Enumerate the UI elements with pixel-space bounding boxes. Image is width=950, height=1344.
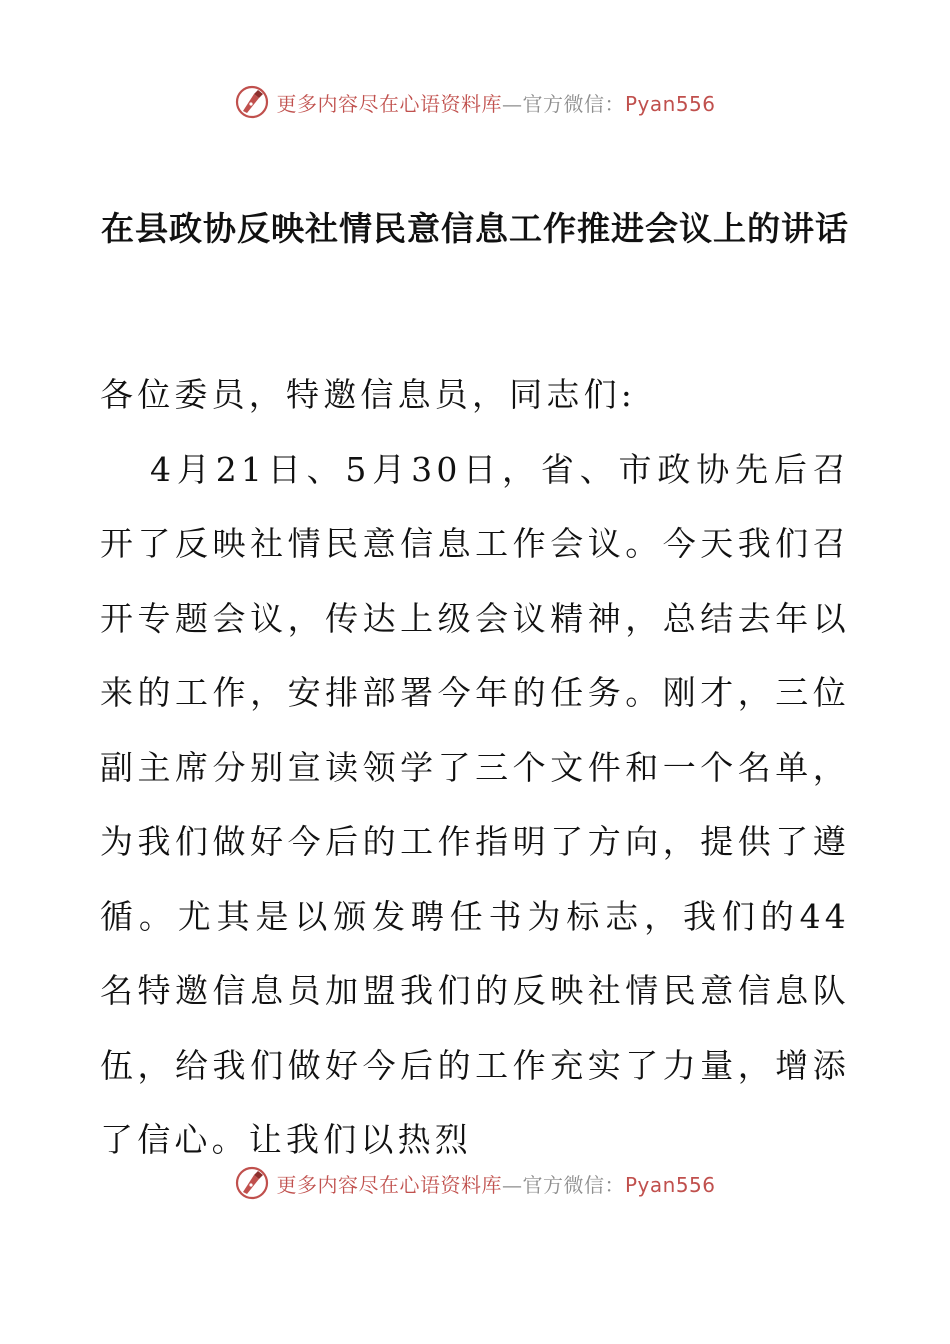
paragraph-1: 4月21日、5月30日，省、市政协先后召开了反映社情民意信息工作会议。今天我们召开专题会议，传达上级会议精神，总结去年以来的工作，安排部署今年的任务。刚才，三位副主席分别宣读领学了三个文件和一个名单，为我们做好今后的工作指明了方向，提供了遵循。尤其是以颁发聘任书为标志，我们的44名特邀信息员加盟我们的反映社情民意信息队伍，给我们做好今后的工作充实了力量，增添了信心。让我们以热烈 [100, 449, 850, 1159]
footer-watermark [0, 1163, 950, 1203]
document-body [100, 358, 850, 1178]
header-watermark-contact: 官方微信： [522, 91, 625, 116]
header-watermark [0, 82, 950, 122]
pen-nib-logo-icon [234, 1165, 270, 1201]
salutation: 各位委员，特邀信息员，同志们: [100, 375, 637, 414]
header-watermark-slogan: 更多内容尽在心语资料库 [276, 91, 502, 116]
footer-watermark-contact: 官方微信： [522, 1172, 625, 1197]
footer-watermark-slogan: 更多内容尽在心语资料库 [276, 1172, 502, 1197]
pen-nib-logo-icon [234, 84, 270, 120]
footer-watermark-id: Pyan556 [624, 1172, 716, 1197]
header-watermark-dash: — [501, 91, 523, 116]
header-watermark-id: Pyan556 [624, 91, 716, 116]
footer-watermark-dash: — [501, 1172, 523, 1197]
document-title: 在县政协反映社情民意信息工作推进会议上的讲话 [101, 209, 849, 248]
header-watermark-text [276, 88, 715, 117]
footer-watermark-text [276, 1169, 715, 1198]
